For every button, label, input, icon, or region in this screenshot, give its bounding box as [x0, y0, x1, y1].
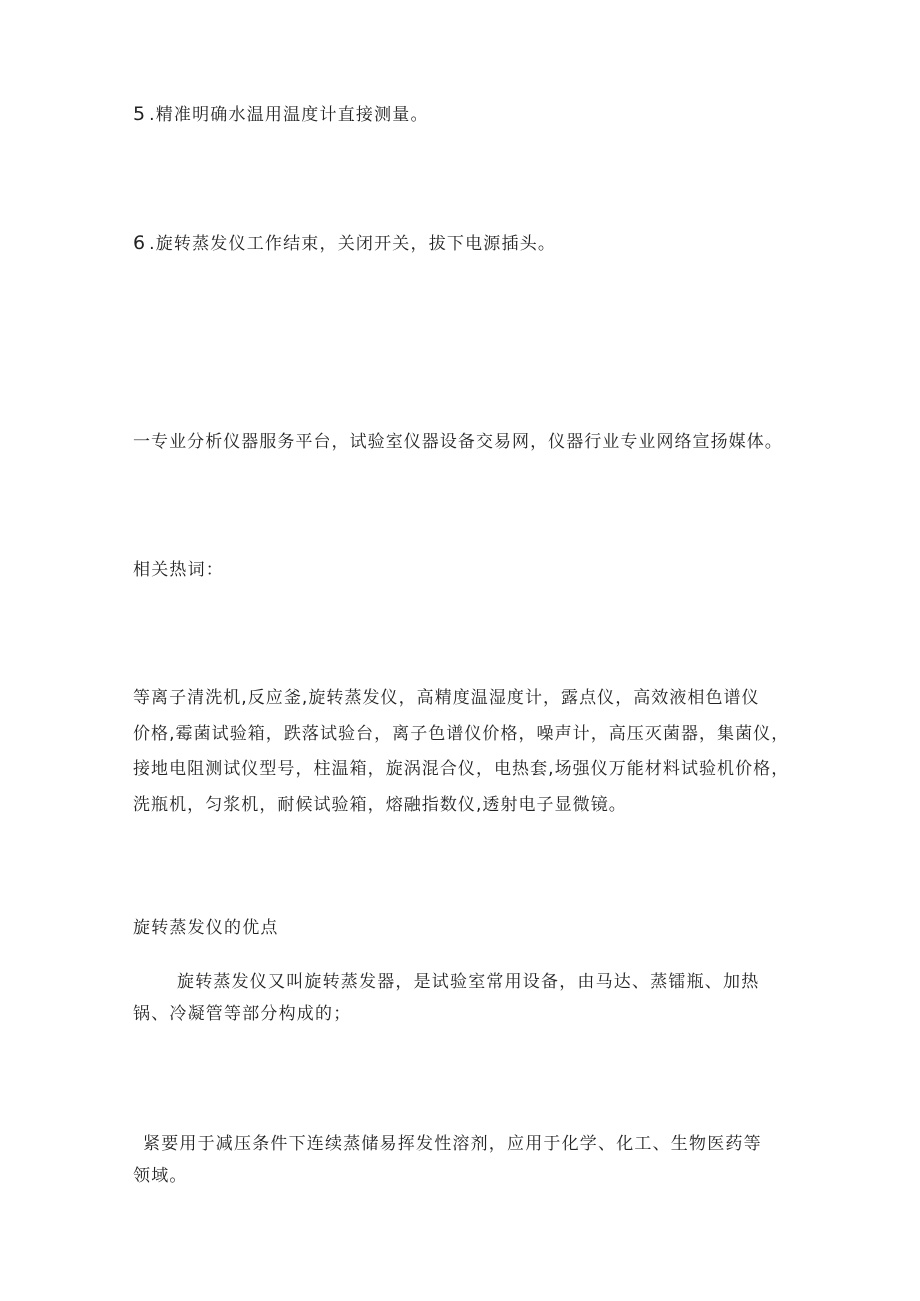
paragraph-line: 锅、冷凝管等部分构成的； — [133, 1004, 352, 1024]
step-number: 5 — [133, 103, 146, 125]
step-6 — [133, 229, 556, 259]
advantages-heading: 旋转蒸发仪的优点 — [133, 918, 279, 938]
step-5 — [133, 100, 429, 130]
step-number: 6 — [133, 232, 146, 254]
platform-line: 一专业分析仪器服务平台，试验室仪器设备交易网，仪器行业专业网络宣扬媒体。 — [133, 432, 783, 452]
advantages-paragraph-1 — [133, 966, 759, 1030]
hot-words-line: 价格,霉菌试验箱，跌落试验台，离子色谱仪价格，噪声计，高压灭菌器，集菌仪， — [133, 723, 790, 744]
hot-words-line: 等离子清洗机,反应釜,旋转蒸发仪，高精度温湿度计，露点仪，高效液相色谱仪 — [133, 688, 760, 708]
hot-words-line: 洗瓶机，匀浆机，耐候试验箱，熔融指数仪,透射电子显微镜。 — [133, 794, 627, 815]
step-text: .精准明确水温用温度计直接测量。 — [149, 105, 429, 125]
paragraph-line: 领域。 — [133, 1166, 188, 1186]
hot-words-list — [133, 681, 789, 823]
paragraph-line: 紧要用于减压条件下连续蒸储易挥发性溶剂，应用于化学、化工、生物医药等 — [143, 1134, 762, 1154]
hot-words-heading: 相关热词： — [133, 560, 224, 580]
hot-words-line: 接地电阻测试仪型号，柱温箱，旋涡混合仪，电热套,场强仪万能材料试验机价格， — [133, 759, 790, 779]
step-text: .旋转蒸发仪工作结束，关闭开关，拔下电源插头。 — [149, 234, 557, 254]
advantages-paragraph-2 — [133, 1128, 762, 1192]
paragraph-line: 旋转蒸发仪又叫旋转蒸发器，是试验室常用设备，由马达、蒸镭瓶、加热 — [177, 972, 760, 992]
